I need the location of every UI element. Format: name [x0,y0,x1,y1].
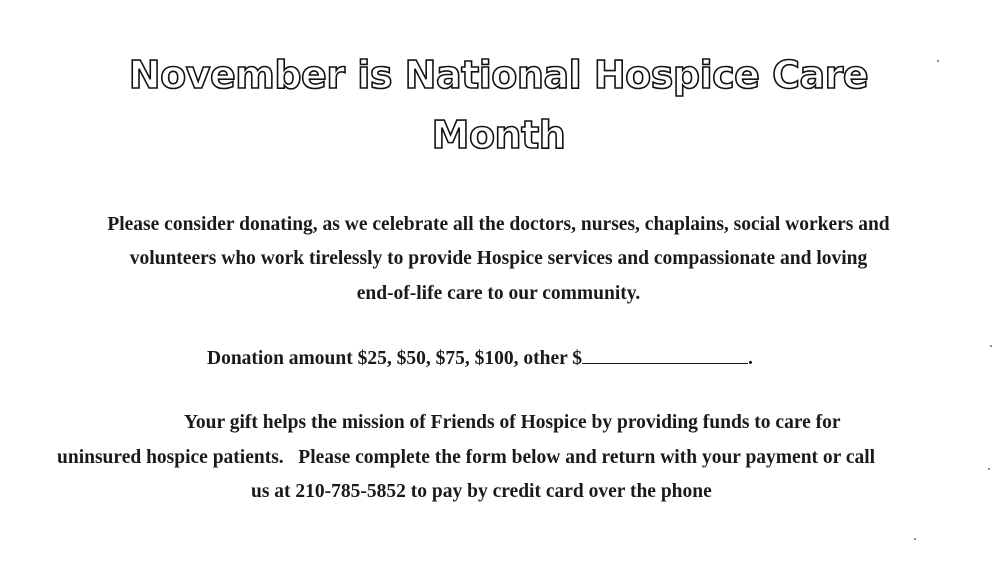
donation-other-amount-blank [582,346,748,364]
page-title-line-1: November is National Hospice Care [128,53,869,97]
intro-line-2: volunteers who work tirelessly to provide Hospice services and compassionate and loving [129,248,868,269]
mission-line-1: Your gift helps the mission of Friends of Hospice by providing funds to care for [184,412,841,433]
donation-amount-label: Donation amount $25, $50, $75, $100, other $ [207,348,583,369]
scan-speck [990,345,992,347]
page-title-line-2: Month [431,113,566,157]
mission-line-3: us at 210-785-5852 to pay by credit card over the phone [251,481,712,502]
donation-amount-line [207,346,753,371]
intro-line-3: end-of-life care to our community. [356,283,641,304]
scan-speck [937,60,939,62]
mission-line-2: uninsured hospice patients. Please complete the form below and return with your payment or call [57,447,876,468]
scan-speck [914,538,916,540]
donation-amount-end: . [748,348,753,369]
intro-line-1: Please consider donating, as we celebrate all the doctors, nurses, chaplains, social workers and [107,214,890,235]
scan-speck [988,468,990,470]
